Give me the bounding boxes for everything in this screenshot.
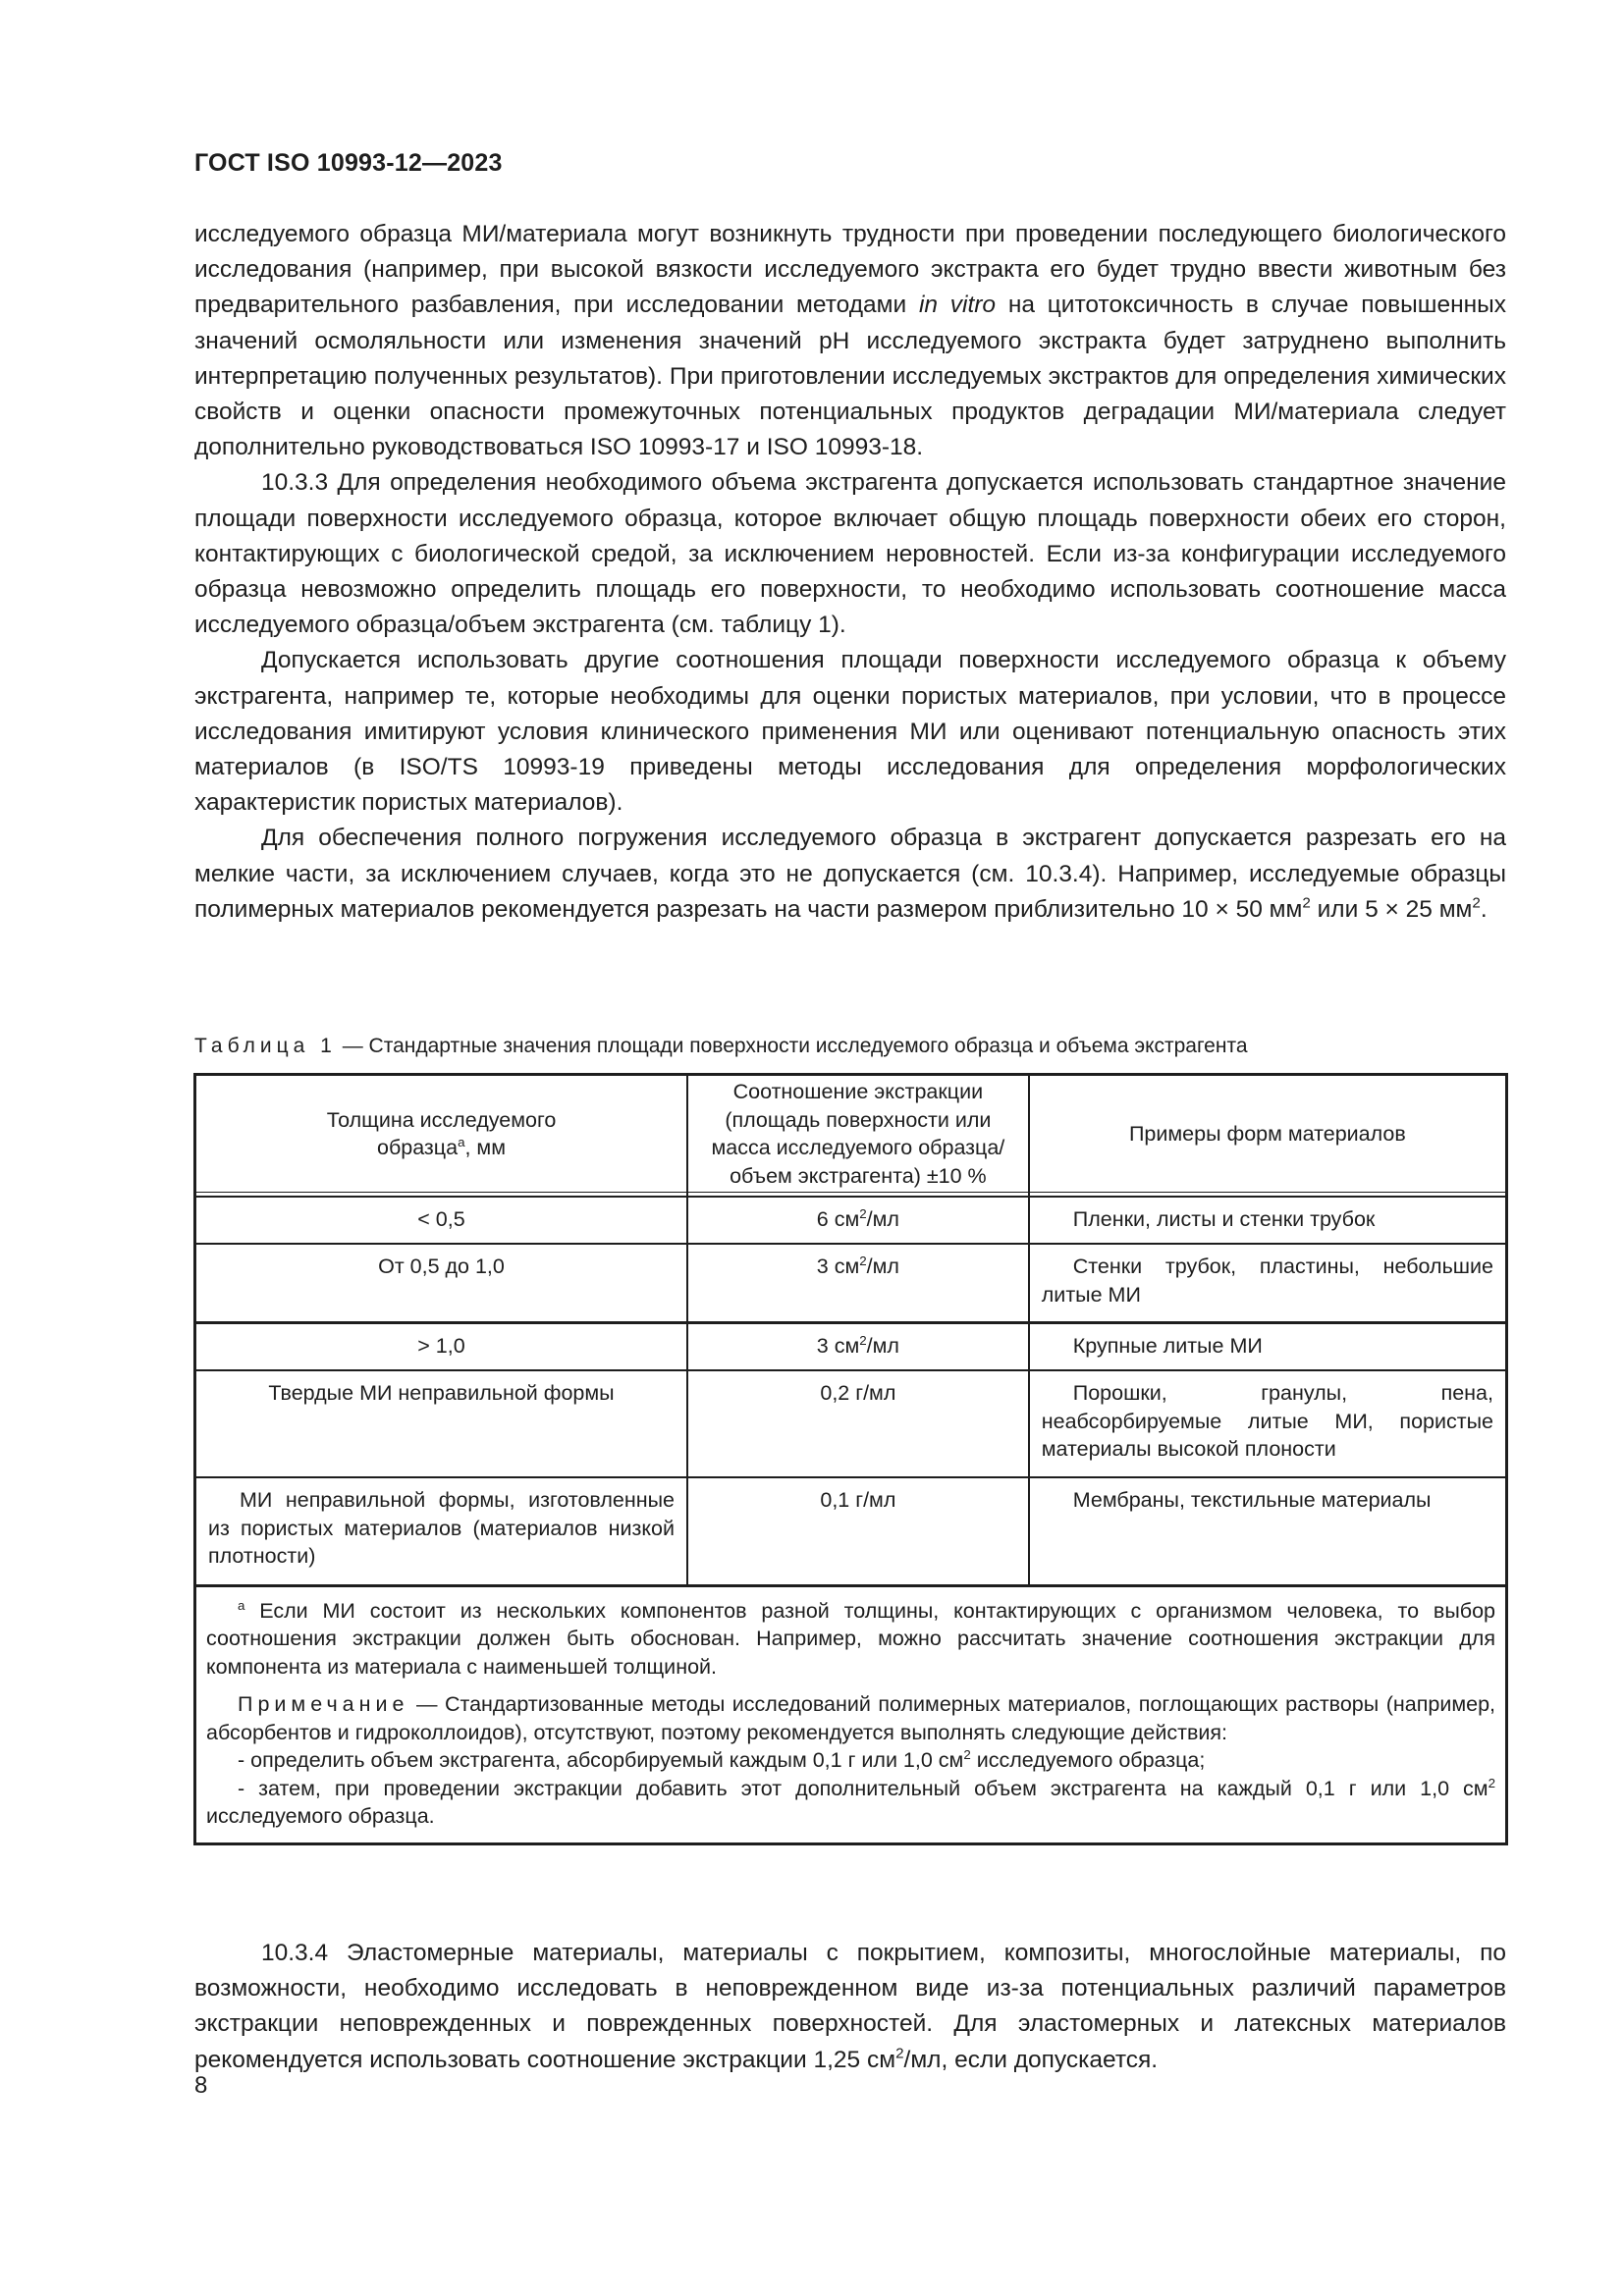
header-thickness: Толщина исследуемого образца$^a$, мм (195, 1075, 687, 1193)
paragraph-cutting: Для обеспечения полного погружения исследуемого образца в экстрагент допускается разрезать его на мелкие части, за исключением случаев, когда это не допускается (см. 10.3.4). Например, исследуемые образцы полимерных материалов рекомендуется разрезать на части размером приблизительно 10 × 50 $мм^2$ или 5 × 25 $мм^2$. (194, 825, 1506, 923)
table-row: Твердые МИ неправильной формы 0,2 г/мл Порошки, гранулы, пена, неабсорбируемые литые МИ, пористые материалы высокой плоности (195, 1370, 1507, 1477)
table-row: > 1,0 3 $см^2/мл$ Крупные литые МИ (195, 1322, 1507, 1370)
page-number: 8 (194, 2072, 208, 2099)
table-note: Примечание — Стандартизованные методы исследований полимерных материалов, поглощающих растворы (например, абсорбентов и гидроколлоидов), отсутствуют, поэтому рекомендуется выполнять следующие действия: (206, 1692, 1495, 1744)
table-row: < 0,5 6 $см^2/мл$ Пленки, листы и стенки трубок (195, 1197, 1507, 1244)
paragraph-continuation: исследуемого образца МИ/материала могут возникнуть трудности при проведении последующего биологического исследования (например, при высокой вязкости исследуемого экстракта его будет трудно ввести животным без предварительного разбавления, при исследовании методами in vitro на цитотоксичность в случае повышенных значений осмоляльности или изменения значений pH исследуемого экстракта будет затруднено выполнить интерпретацию полученных результатов). При приготовлении исследуемых экстрактов для определения химических свойств и оценки опасности промежуточных потенциальных продуктов деградации МИ/материала следует дополнительно руководствоваться ISO 10993-17 и ISO 10993-18. (194, 221, 1506, 461)
note-item-2: - затем, при проведении экстракции добавить этот дополнительный объем экстрагента на каждый 0,1 г или 1,0 $см^2$ исследуемого образца. (206, 1775, 1495, 1828)
table-caption (194, 1035, 1248, 1058)
paragraph-10-3-3: 10.3.3 Для определения необходимого объема экстрагента допускается использовать стандартное значение площади поверхности исследуемого образца, которое включает общую площадь поверхности обеих его сторон, контактирующих с биологической средой, за исключением неровностей. Если из-за конфигурации исследуемого образца невозможно определить площадь его поверхности, то необходимо использовать соотношение масса исследуемого образца/объем экстрагента (см. таблицу 1). (194, 469, 1506, 639)
header-extraction-ratio: Соотношение экстракции (площадь поверхности или масса исследуемого образца/ объем экстрагента) ±10 % (687, 1075, 1029, 1193)
table-caption-label: Таблица 1 (194, 1035, 337, 1057)
paragraph-10-3-4: 10.3.4 Эластомерные материалы, материалы с покрытием, композиты, многослойные материалы, по возможности, необходимо исследовать в неповрежденном виде из-за потенциальных различий параметров экстракции неповрежденных и поврежденных поверхностей. Для эластомерных и латексных материалов рекомендуется использовать соотношение экстракции 1,25 $см^2/мл$, если допускается. (194, 1940, 1506, 2073)
document-header-title: ГОСТ ISO 10993-12—2023 (194, 149, 503, 177)
table-header-row (195, 1075, 1507, 1193)
body-text-top (194, 217, 1506, 928)
note-item-1: - определить объем экстрагента, абсорбируемый каждым 0,1 г или 1,0 $см^2$ исследуемого образца; (238, 1746, 1206, 1772)
header-material-examples: Примеры форм материалов (1029, 1075, 1507, 1193)
table-footnote-row (195, 1585, 1507, 1843)
italic-term: in vitro (918, 292, 997, 319)
paragraph-other-ratios: Допускается использовать другие соотношения площади поверхности исследуемого образца к объему экстрагента, например те, которые необходимы для оценки пористых материалов, при условии, что в процессе исследования имитируют условия клинического применения МИ или оценивают потенциальную опасность этих материалов (в ISO/TS 10993-19 приведены методы исследования для определения морфологических характеристик пористых материалов). (194, 647, 1506, 817)
body-text-bottom (194, 1936, 1506, 2078)
table-row: От 0,5 до 1,0 3 $см^2/мл$ Стенки трубок, пластины, небольшие литые МИ (195, 1244, 1507, 1322)
extraction-ratio-table (193, 1073, 1508, 1845)
table-footnote (195, 1585, 1507, 1843)
table-caption-text: — Стандартные значения площади поверхности исследуемого образца и объема экстрагента (336, 1035, 1248, 1057)
table-row: МИ неправильной формы, изготовленные из пористых материалов (материалов низкой плотности) 0,1 г/мл Мембраны, текстильные материалы (195, 1477, 1507, 1585)
footnote-a: $^a$ Если МИ состоит из нескольких компонентов разной толщины, контактирующих с организмом человека, то выбор соотношения экстракции должен быть обоснован. Например, можно рассчитать значение соотношения экстракции для компонента из материала с наименьшей толщиной. (206, 1597, 1495, 1679)
